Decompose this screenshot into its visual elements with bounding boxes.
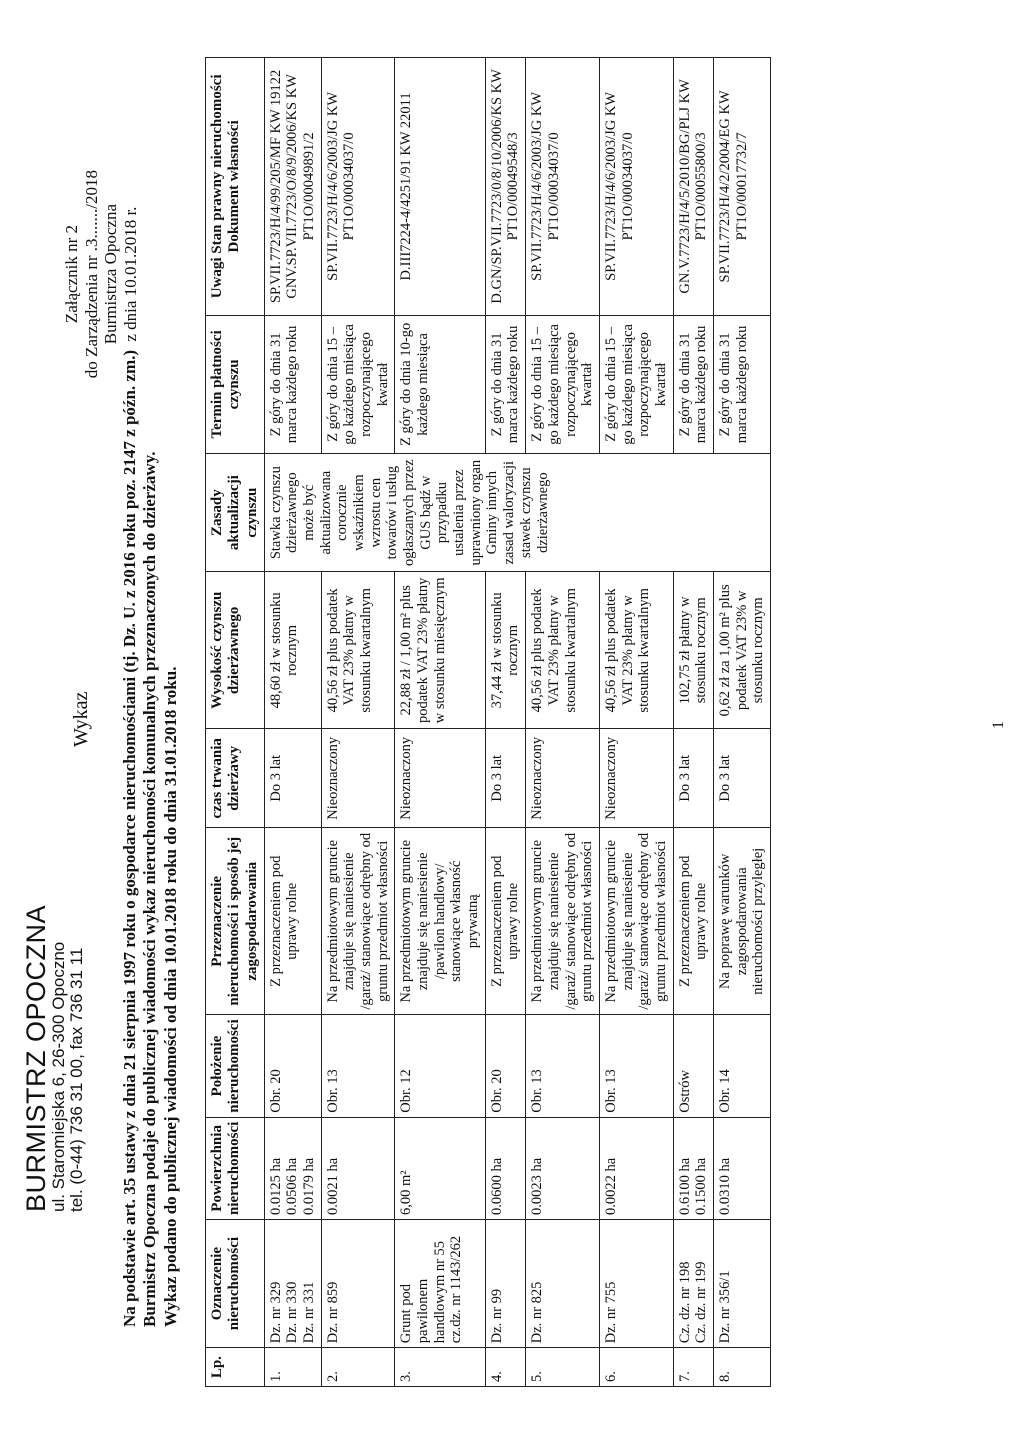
row-lp: 8. [713,1348,770,1387]
row-area: 0.0600 ha [485,1117,525,1219]
row-area: 0.0125 ha 0.0506 ha 0.0179 ha [264,1117,321,1219]
annex-line-1: Załącznik nr 2 [62,225,81,324]
table-row [526,58,600,1387]
row-rent: 48,60 zł w stosunku rocznym [264,572,321,729]
row-location: Obr. 14 [713,1015,770,1117]
table-row [264,58,321,1387]
table-body [264,58,770,1387]
table-row [599,58,673,1387]
row-remarks: SP.VII.7723/H/4/6/2003/JG KW PT1O/00034037/0 [321,58,395,316]
row-duration: Nieoznaczony [395,729,485,828]
row-designation: Dz. nr 859 [321,1220,395,1348]
row-remarks: SP.VII.7723/H/4/2/2004/EG KW PT1O/00017732/7 [713,58,770,316]
property-table [205,57,771,1387]
row-payment-term: Z góry do dnia 31 marca każdego roku [673,315,713,453]
row-lp: 5. [526,1348,600,1387]
row-rent: 0,62 zł za 1,00 m² plus podatek VAT 23% w stosunku rocznym [713,572,770,729]
annex-line-4: z dnia 10.01.2018 r. [120,206,140,342]
row-lp: 4. [485,1348,525,1387]
header-payment-term: Termin płatności czynszu [206,315,265,453]
row-lp: 2. [321,1348,395,1387]
row-rent: 102,75 zł płatny w stosunku rocznym [673,572,713,729]
row-designation: Grunt pod pawilonem handlowym nr 55 cz.dz. nr 1143/262 [395,1220,485,1348]
page-number: 1 [990,721,1007,729]
row-rent: 22,88 zł / 1,00 m² plus podatek VAT 23% płatny w stosunku miesięcznym [395,572,485,729]
row-remarks: SP.VII.7723/H/4/99/205/MF KW 19122 GNV.SP.VII.7723/O/8/9/2006/KS KW PT1O/00049891/2 [264,58,321,316]
row-payment-term: Z góry do dnia 31 marca każdego roku [485,315,525,453]
table-row [673,58,713,1387]
row-lp: 6. [599,1348,673,1387]
row-designation: Dz. nr 99 [485,1220,525,1348]
letterhead-title: BURMISTRZ OPOCZNA [21,904,51,1212]
row-designation: Dz. nr 825 [526,1220,600,1348]
table-row [713,58,770,1387]
row-payment-term: Z góry do dnia 15 – go każdego miesiąca rozpoczynającego kwartał [526,315,600,453]
row-duration: Nieoznaczony [321,729,395,828]
row-location: Ostrów [673,1015,713,1117]
intro-line-1: Na podstawie art. 35 ustawy z dnia 21 sierpnia 1997 roku o gospodarce nieruchomościami (tj. Dz. U. z 2016 roku poz. 2147 z późn. zm.) [120,349,139,1327]
row-update-rules: Stawka czynszu dzierżawnego może być aktualizowana corocznie wskaźnikiem wzrostu cen towarów i usług ogłaszanych przez GUS bądź w przypadku ustalenia przez uprawniony organ Gminy innych zasad waloryzacji stawek czynszu dzierżawnego [264,454,770,572]
table-row [485,58,525,1387]
row-designation: Cz. dz. nr 198 Cz. dz. nr 199 [673,1220,713,1348]
row-area: 0.0310 ha [713,1117,770,1219]
row-designation: Dz. nr 356/1 [713,1220,770,1348]
row-location: Obr. 20 [264,1015,321,1117]
row-purpose: Na przedmiotowym gruncie znajduje się naniesienie /garaż/ stanowiące odrębny od gruntu przedmiot własności [599,828,673,1015]
intro-line-3: Wykaz podano do publicznej wiadomości od dnia 10.01.2018 roku do dnia 31.01.2018 roku. [160,666,180,1327]
row-rent: 40,56 zł plus podatek VAT 23% płatny w stosunku kwartalnym [599,572,673,729]
row-payment-term: Z góry do dnia 15 – go każdego miesiąca rozpoczynającego kwartał [599,315,673,453]
row-rent: 40,56 zł plus podatek VAT 23% płatny w stosunku kwartalnym [526,572,600,729]
header-update-rules: Zasady aktualizacji czynszu [206,454,265,572]
table-row [321,58,395,1387]
row-purpose: Z przeznaczeniem pod uprawy rolne [673,828,713,1015]
header-remarks: Uwagi Stan prawny nieruchomości Dokument własności [206,58,265,316]
row-purpose: Na przedmiotowym gruncie znajduje się naniesienie /garaż/ stanowiące odrębny od gruntu przedmiot własności [526,828,600,1015]
row-location: Obr. 13 [526,1015,600,1117]
row-purpose: Z przeznaczeniem pod uprawy rolne [264,828,321,1015]
row-area: 0.0021 ha [321,1117,395,1219]
row-remarks: D.GN/SP.VII.7723/0/8/10/2006/KS KW PT1O/00049548/3 [485,58,525,316]
header-designation: Oznaczenie nieruchomości [206,1220,265,1348]
row-lp: 3. [395,1348,485,1387]
row-location: Obr. 12 [395,1015,485,1117]
row-duration: Nieoznaczony [526,729,600,828]
intro-text [120,97,181,1327]
row-location: Obr. 20 [485,1015,525,1117]
intro-line-2: Burmistrz Opoczna podaje do publicznej wiadomości wykaz nieruchomości komunalnych przeznaczonych do dzierżawy. [140,451,160,1327]
annex-line-3: Burmistrza Opoczna [101,204,121,345]
row-remarks: SP.VII.7723/H/4/6/2003/JG KW PT1O/00034037/0 [526,58,600,316]
row-duration: Do 3 lat [485,729,525,828]
row-area: 6,00 m² [395,1117,485,1219]
header-lp: Lp. [206,1348,265,1387]
row-designation: Dz. nr 329 Dz. nr 330 Dz. nr 331 [264,1220,321,1348]
row-duration: Do 3 lat [673,729,713,828]
letterhead [22,905,86,1212]
row-rent: 40,56 zł plus podatek VAT 23% płatny w stosunku kwartalnym [321,572,395,729]
row-area: 0.0022 ha [599,1117,673,1219]
header-location: Położenie nieruchomości [206,1015,265,1117]
row-designation: Dz. nr 755 [599,1220,673,1348]
row-payment-term: Z góry do dnia 31 marca każdego roku [713,315,770,453]
row-payment-term: Z góry do dnia 10-go każdego miesiąca [395,315,485,453]
row-duration: Nieoznaczony [599,729,673,828]
header-rent: Wysokość czynszu dzierżawnego [206,572,265,729]
row-lp: 1. [264,1348,321,1387]
row-remarks: GN.V.7723/H/4/5/2010/BG/PLJ KW PT1O/00055800/3 [673,58,713,316]
letterhead-phone: tel. (0-44) 736 31 00, fax 736 31 11 [67,947,87,1212]
row-area: 0.0023 ha [526,1117,600,1219]
document-title: Wykaz [70,691,92,747]
table-header-row [206,58,265,1387]
row-purpose: Z przeznaczeniem pod uprawy rolne [485,828,525,1015]
row-location: Obr. 13 [599,1015,673,1117]
row-purpose: Na poprawę warunków zagospodarowania nieruchomości przyległej [713,828,770,1015]
header-purpose: Przeznaczenie nieruchomości i sposób jej zagospodarowania [206,828,265,1015]
row-lp: 7. [673,1348,713,1387]
row-rent: 37,44 zł w stosunku rocznym [485,572,525,729]
row-remarks: SP.VII.7723/H/4/6/2003/JG KW PT1O/00034037/0 [599,58,673,316]
row-duration: Do 3 lat [713,729,770,828]
row-purpose: Na przedmiotowym gruncie znajduje się naniesienie /pawilon handlowy/ stanowiące własność prywatną [395,828,485,1015]
table-row [395,58,485,1387]
row-payment-term: Z góry do dnia 31 marca każdego roku [264,315,321,453]
row-purpose: Na przedmiotowym gruncie znajduje się naniesienie /garaż/ stanowiące odrębny od gruntu przedmiot własności [321,828,395,1015]
header-area: Powierzchnia nieruchomości [206,1117,265,1219]
row-remarks: D.III7224-4/4251/91 KW 22011 [395,58,485,316]
row-duration: Do 3 lat [264,729,321,828]
row-location: Obr. 13 [321,1015,395,1117]
header-duration: czas trwania dzierżawy [206,729,265,828]
row-area: 0.6100 ha 0.1500 ha [673,1117,713,1219]
letterhead-address: ul. Staromiejska 6, 26-300 Opoczno [49,941,69,1212]
row-payment-term: Z góry do dnia 15 – go każdego miesiąca rozpoczynającego kwartał [321,315,395,453]
annex-line-2: do Zarządzenia nr .3......./2018 [81,170,101,379]
